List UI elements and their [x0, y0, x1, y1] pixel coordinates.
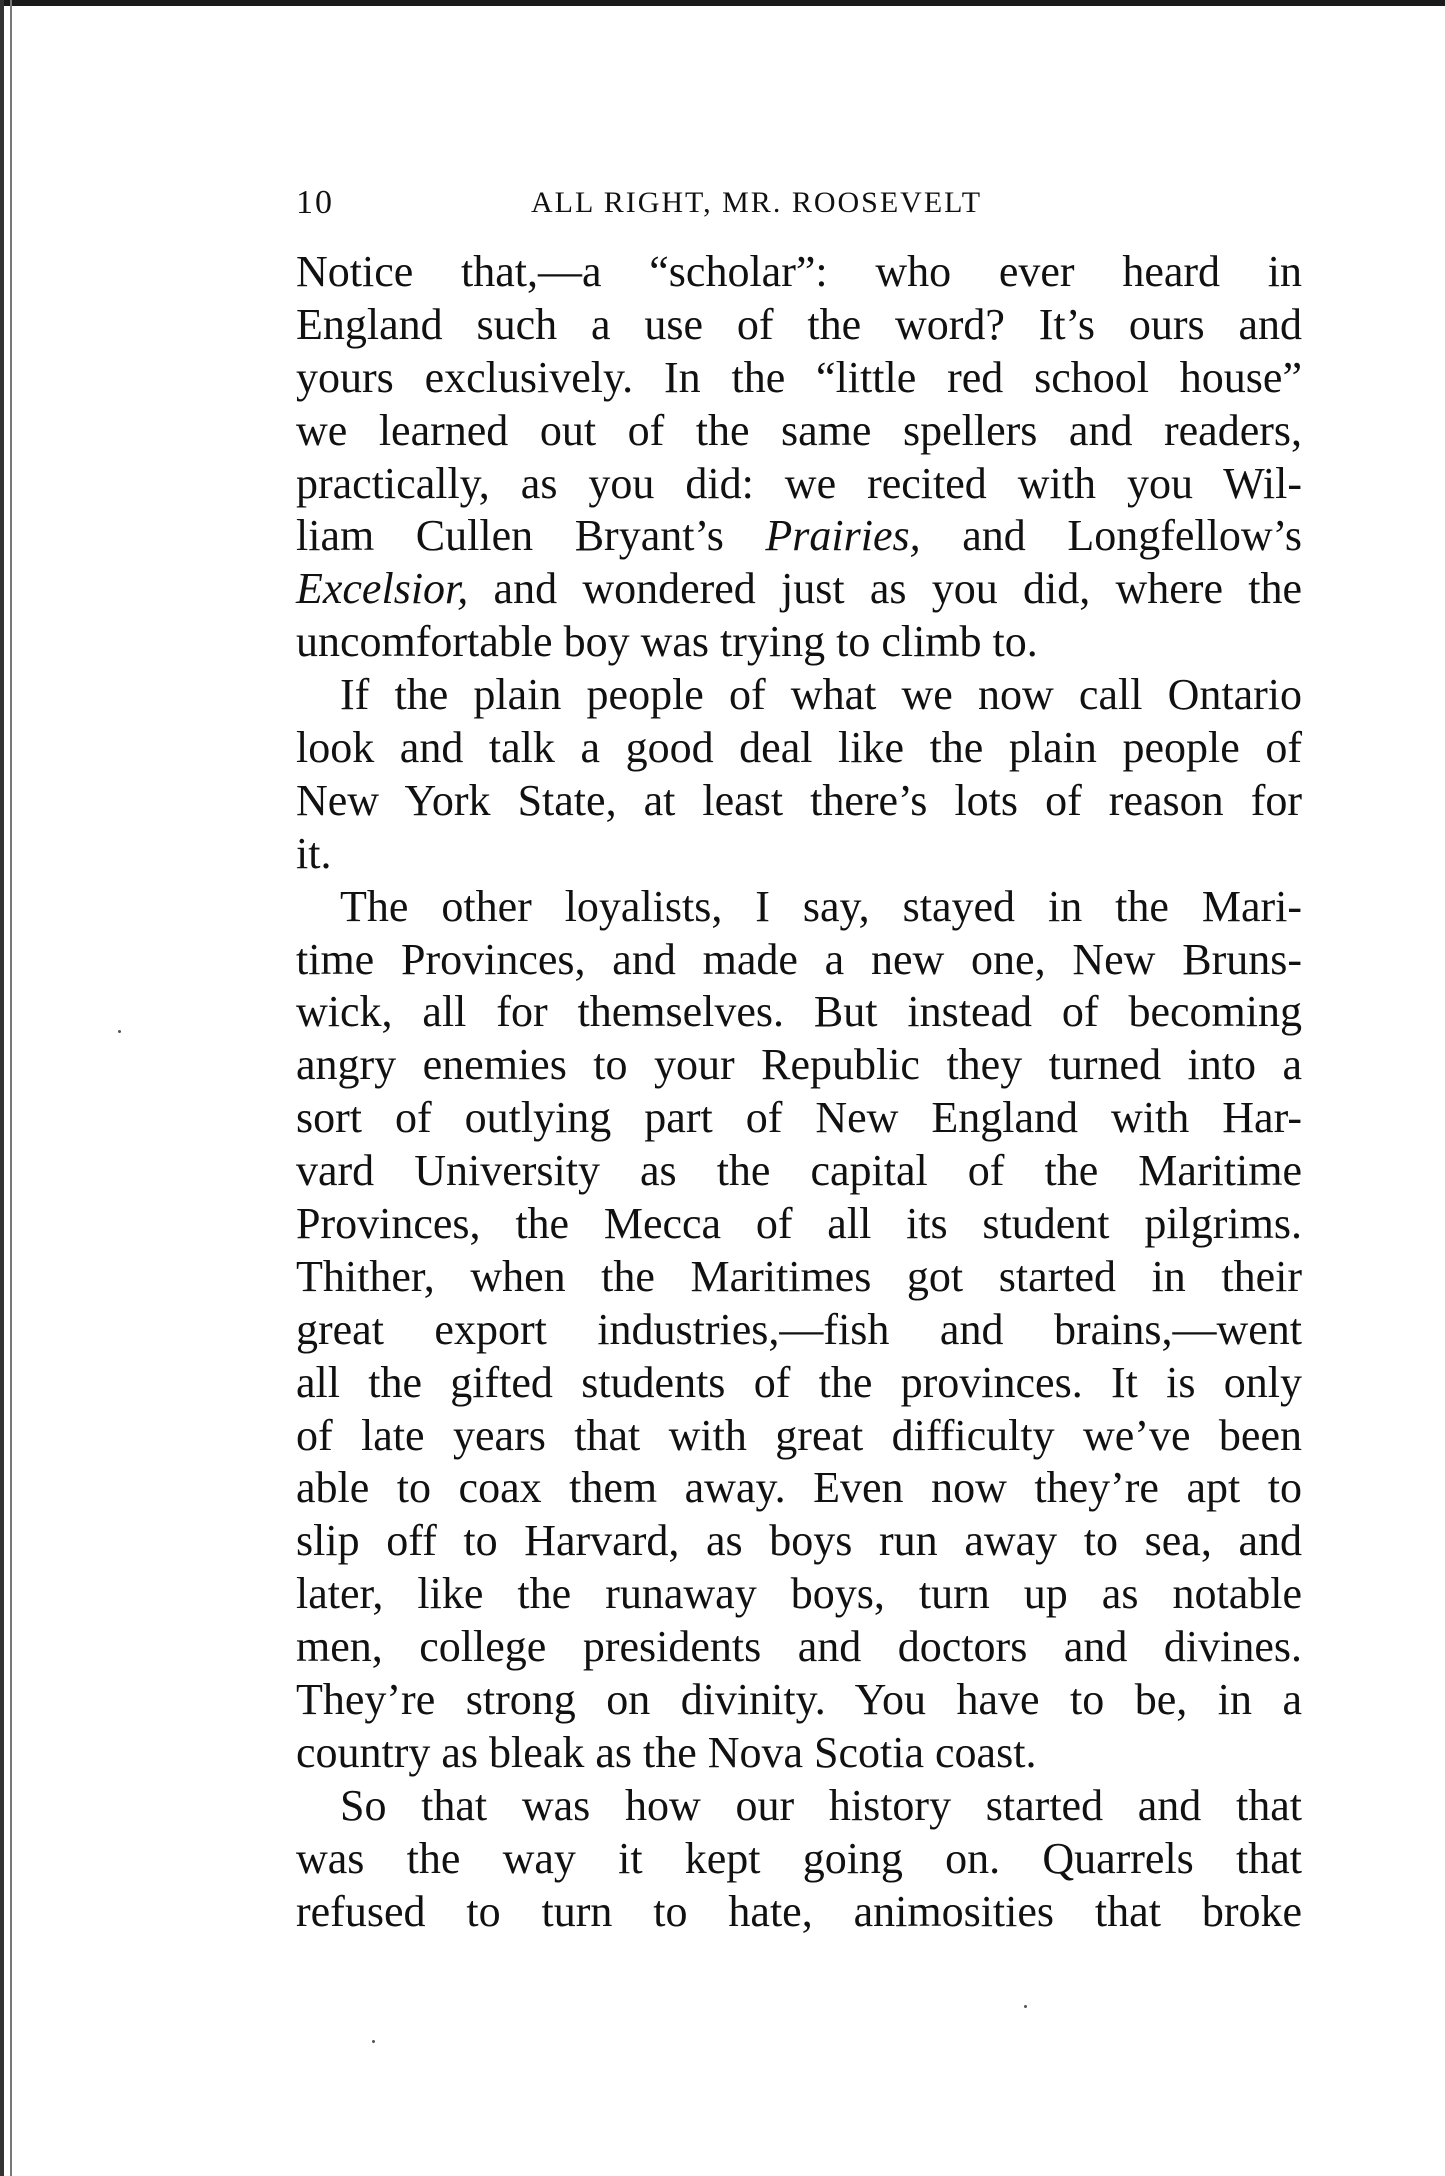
- text-line: Thither, when the Maritimes got started in their: [296, 1251, 1302, 1301]
- italic-title-prairies: Prairies,: [765, 511, 921, 561]
- text-line: [296, 563, 1302, 616]
- text-segment: liam Cullen Bryant’s: [296, 511, 724, 561]
- text-line: [296, 510, 1302, 563]
- text-line: They’re strong on divinity. You have to be, in a: [296, 1675, 1302, 1725]
- text-line: If the plain people of what we now call Ontario: [340, 670, 1302, 720]
- text-line: time Provinces, and made a new one, New Bruns-: [296, 934, 1302, 984]
- text-line: later, like the runaway boys, turn up as notable: [296, 1569, 1302, 1619]
- paper-speck: [118, 1030, 121, 1033]
- text-line: uncomfortable boy was trying to climb to.: [296, 617, 1038, 667]
- text-line: sort of outlying part of New England with Har-: [296, 1093, 1302, 1143]
- text-line: refused to turn to hate, animosities that broke: [296, 1886, 1302, 1936]
- page-number: 10: [296, 184, 334, 221]
- text-line: was the way it kept going on. Quarrels that: [296, 1833, 1302, 1883]
- paper-speck: [1024, 2005, 1027, 2008]
- text-line: angry enemies to your Republic they turned into a: [296, 1040, 1302, 1090]
- text-line: able to coax them away. Even now they’re apt to: [296, 1463, 1302, 1513]
- text-line: it.: [296, 828, 332, 878]
- text-line: all the gifted students of the provinces. It is only: [296, 1357, 1302, 1407]
- text-line: So that was how our history started and that: [340, 1780, 1302, 1830]
- page-left-edge: [0, 0, 4, 2176]
- page-left-edge-inner: [10, 0, 12, 2176]
- text-segment: and Longfellow’s: [962, 511, 1302, 561]
- text-line: country as bleak as the Nova Scotia coast.: [296, 1727, 1037, 1777]
- text-line: men, college presidents and doctors and divines.: [296, 1622, 1302, 1672]
- text-line: slip off to Harvard, as boys run away to sea, and: [296, 1516, 1302, 1566]
- text-line: we learned out of the same spellers and readers,: [296, 405, 1302, 455]
- text-line: vard University as the capital of the Maritime: [296, 1146, 1302, 1196]
- text-segment: and wondered just as you did, where the: [493, 564, 1302, 614]
- text-line: of late years that with great difficulty we’ve been: [296, 1410, 1302, 1460]
- text-line: Provinces, the Mecca of all its student pilgrims.: [296, 1199, 1302, 1249]
- text-line: wick, all for themselves. But instead of becoming: [296, 987, 1302, 1037]
- text-line: look and talk a good deal like the plain people of: [296, 723, 1302, 773]
- running-head: [296, 178, 1302, 228]
- paper-speck: [372, 2040, 375, 2043]
- text-line: England such a use of the word? It’s ours and: [296, 299, 1302, 349]
- text-line: yours exclusively. In the “little red school house”: [296, 352, 1302, 402]
- text-line: great export industries,—fish and brains,—went: [296, 1304, 1302, 1354]
- body-text: [296, 246, 1302, 1939]
- text-line: practically, as you did: we recited with you Wil-: [296, 458, 1302, 508]
- text-line: The other loyalists, I say, stayed in the Mari-: [340, 881, 1302, 931]
- text-line: New York State, at least there’s lots of reason for: [296, 775, 1302, 825]
- running-title: ALL RIGHT, MR. ROOSEVELT: [531, 186, 983, 219]
- italic-title-excelsior: Excelsior,: [296, 564, 469, 614]
- text-line: Notice that,—a “scholar”: who ever heard in: [296, 247, 1302, 296]
- page-top-edge: [0, 0, 1445, 6]
